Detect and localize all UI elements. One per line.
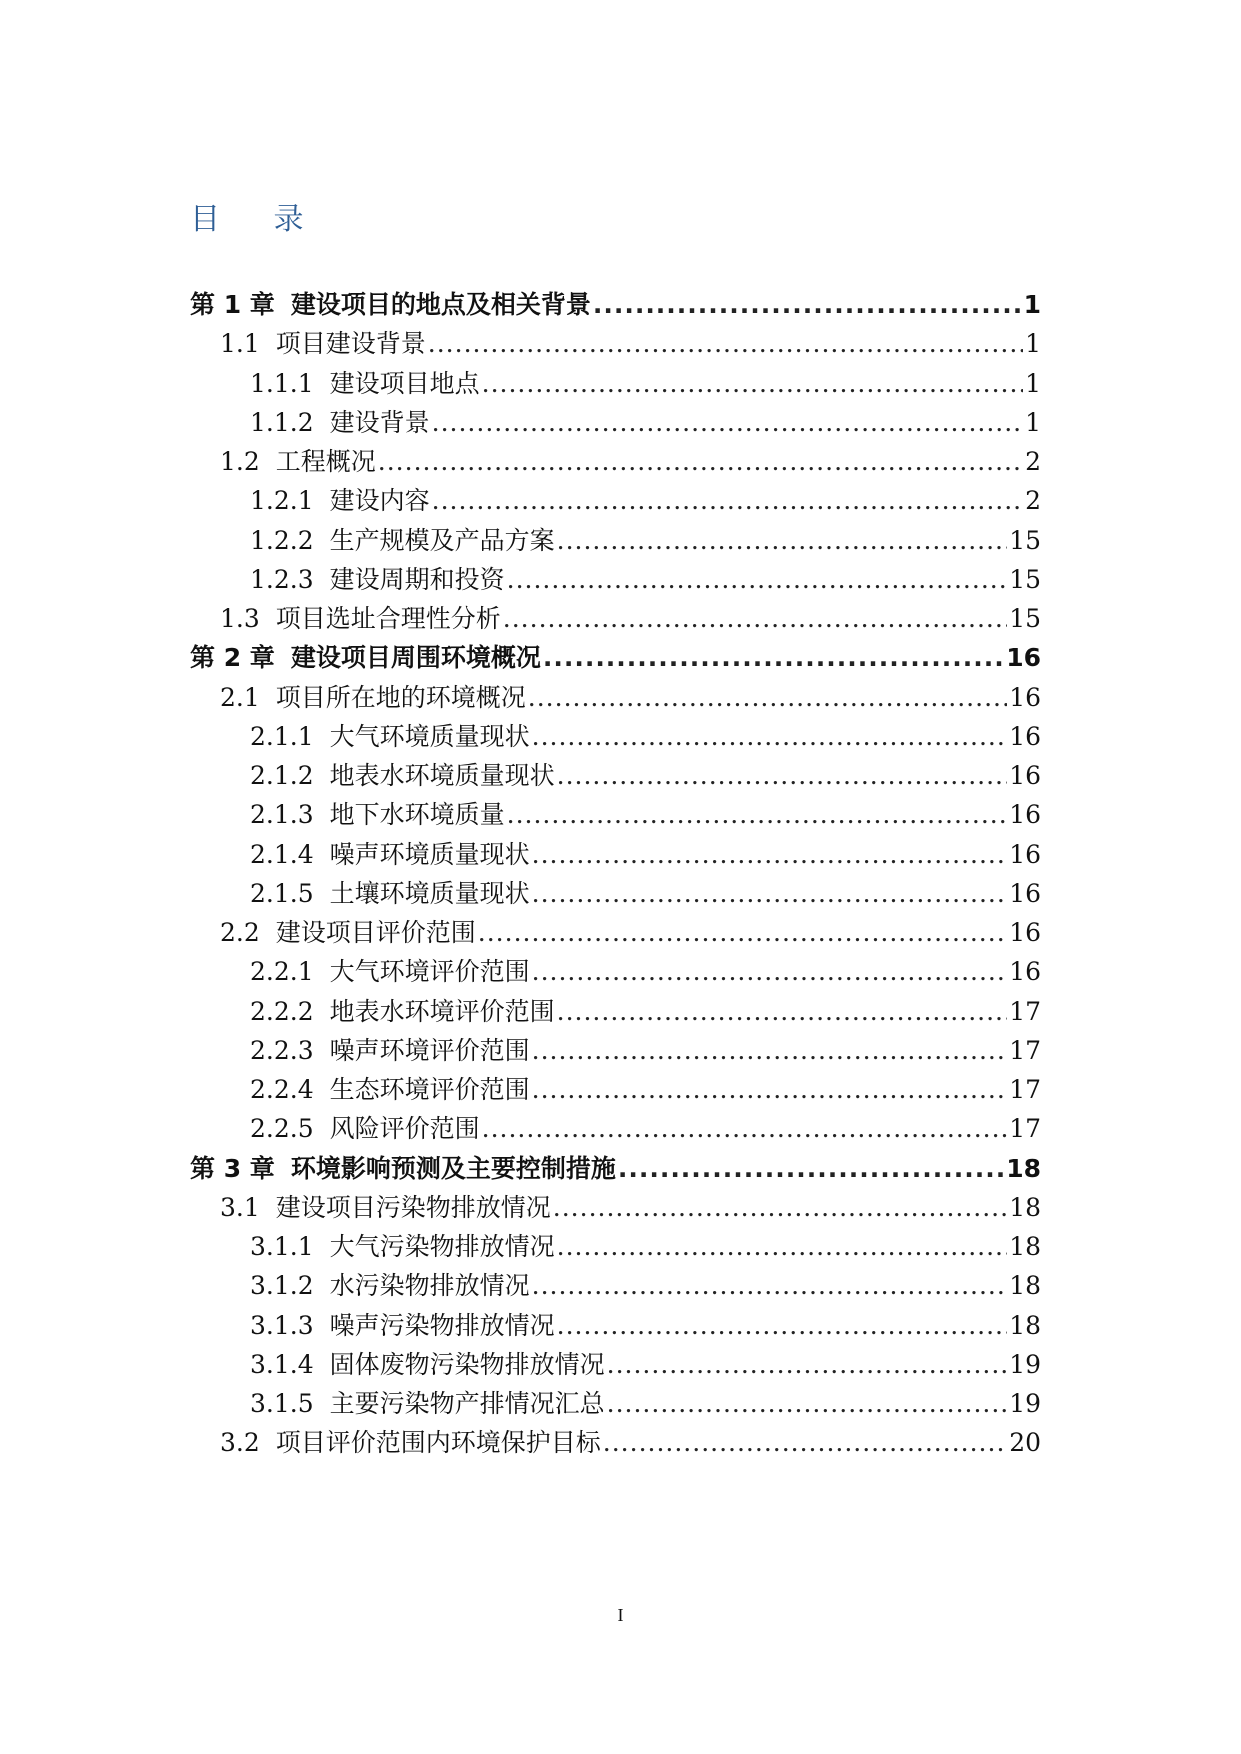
toc-entry[interactable] — [220, 1423, 1041, 1463]
toc-entry[interactable] — [250, 1031, 1041, 1071]
toc-entry-page-number: 1 — [1025, 368, 1041, 398]
toc-entry-number: 2.2.1 — [250, 957, 314, 987]
toc-entry[interactable] — [250, 795, 1041, 835]
toc-entry-number: 1.1 — [220, 329, 260, 359]
toc-entry[interactable] — [220, 442, 1041, 482]
toc-dot-leader — [428, 329, 1023, 358]
toc-entry-number: 2.1.1 — [250, 721, 314, 751]
toc-entry[interactable] — [190, 638, 1041, 678]
toc-entry-page-number: 17 — [1009, 1114, 1041, 1144]
toc-entry-page-number: 18 — [1009, 1232, 1041, 1261]
toc-entry-title: 生产规模及产品方案 — [329, 525, 555, 555]
toc-entry-page-number: 18 — [1009, 1310, 1041, 1340]
toc-dot-leader — [557, 526, 1008, 555]
toc-entry[interactable] — [250, 521, 1041, 561]
toc-entry[interactable] — [250, 1266, 1041, 1306]
toc-entry-number: 第 2 章 — [190, 643, 275, 673]
toc-entry-number: 1.2 — [220, 447, 260, 476]
toc-entry-title: 噪声环境评价范围 — [329, 1035, 530, 1065]
toc-entry-number: 1.3 — [220, 604, 260, 633]
toc-dot-leader — [432, 408, 1023, 437]
toc-entry[interactable] — [250, 992, 1041, 1032]
toc-entry-number: 第 1 章 — [190, 290, 275, 319]
toc-entry-page-number: 18 — [1006, 1153, 1041, 1183]
toc-entry-number: 3.1.1 — [250, 1232, 314, 1261]
toc-entry[interactable] — [190, 1149, 1041, 1189]
toc-dot-leader — [503, 604, 1007, 633]
toc-entry-title: 建设项目污染物排放情况 — [275, 1192, 551, 1222]
toc-entry-page-number: 18 — [1009, 1271, 1041, 1301]
toc-dot-leader — [478, 918, 1007, 947]
toc-entry-page-number: 15 — [1009, 604, 1041, 633]
toc-entry-number: 2.2 — [220, 918, 260, 947]
toc-entry-number: 2.1.3 — [250, 800, 314, 830]
toc-entry-page-number: 18 — [1009, 1192, 1041, 1222]
toc-entry[interactable] — [190, 285, 1041, 325]
toc-entry-title: 建设项目周围环境概况 — [290, 643, 541, 673]
toc-entry[interactable] — [220, 913, 1041, 953]
toc-entry[interactable] — [250, 952, 1041, 992]
toc-entry-number: 3.1.2 — [250, 1271, 314, 1301]
toc-dot-leader — [532, 1271, 1008, 1300]
toc-entry[interactable] — [250, 1306, 1041, 1346]
toc-entry-title: 环境影响预测及主要控制措施 — [290, 1153, 616, 1183]
toc-entry-page-number: 1 — [1025, 329, 1041, 359]
toc-entry[interactable] — [250, 1109, 1041, 1149]
toc-entry-page-number: 17 — [1009, 996, 1041, 1026]
toc-dot-leader — [607, 1389, 1008, 1418]
toc-entry-number: 2.2.3 — [250, 1035, 314, 1065]
toc-dot-leader — [482, 369, 1023, 398]
toc-entry[interactable] — [250, 1345, 1041, 1385]
toc-entry-number: 2.2.4 — [250, 1075, 314, 1104]
toc-entry-page-number: 16 — [1009, 721, 1041, 751]
toc-entry-number: 3.1.5 — [250, 1389, 314, 1418]
toc-entry-title: 建设背景 — [329, 407, 430, 437]
toc-entry[interactable] — [250, 717, 1041, 757]
toc-entry-title: 噪声环境质量现状 — [329, 839, 530, 869]
toc-dot-leader — [603, 1428, 1007, 1457]
toc-dot-leader — [593, 290, 1022, 319]
toc-entry[interactable] — [250, 1227, 1041, 1267]
toc-entry[interactable] — [250, 835, 1041, 875]
toc-entry-title: 大气污染物排放情况 — [329, 1232, 555, 1261]
toc-dot-leader — [528, 683, 1007, 712]
toc-entry-title: 水污染物排放情况 — [329, 1271, 530, 1301]
toc-entry-page-number: 16 — [1009, 800, 1041, 830]
toc-entry-number: 3.1.4 — [250, 1349, 314, 1379]
toc-entry-page-number: 15 — [1009, 564, 1041, 594]
toc-entry[interactable] — [220, 678, 1041, 718]
toc-dot-leader — [557, 997, 1008, 1026]
toc-entry-page-number: 17 — [1009, 1075, 1041, 1104]
toc-entry-title: 建设内容 — [329, 486, 430, 516]
toc-entry-title: 生态环境评价范围 — [329, 1075, 530, 1104]
toc-entry-number: 3.2 — [220, 1428, 260, 1458]
toc-entry-number: 1.2.1 — [250, 486, 314, 516]
toc-entry-number: 1.2.2 — [250, 525, 314, 555]
toc-entry-page-number: 20 — [1009, 1428, 1041, 1458]
toc-entry-number: 2.2.5 — [250, 1114, 314, 1144]
toc-entry-number: 3.1.3 — [250, 1310, 314, 1340]
toc-entry-title: 噪声污染物排放情况 — [329, 1310, 555, 1340]
toc-entry-number: 2.1.2 — [250, 761, 314, 790]
toc-entry-title: 风险评价范围 — [329, 1114, 480, 1144]
toc-entry[interactable] — [250, 481, 1041, 521]
toc-entry[interactable] — [250, 403, 1041, 443]
toc-entry[interactable] — [250, 1070, 1041, 1110]
toc-entry-page-number: 16 — [1009, 761, 1041, 790]
toc-entry-page-number: 16 — [1009, 957, 1041, 987]
toc-entry-title: 固体废物污染物排放情况 — [329, 1349, 605, 1379]
toc-entry-page-number: 15 — [1009, 525, 1041, 555]
toc-entry-title: 主要污染物产排情况汇总 — [329, 1389, 605, 1418]
toc-dot-leader — [532, 722, 1008, 751]
toc-entry-page-number: 19 — [1009, 1389, 1041, 1418]
toc-dot-leader — [557, 1232, 1008, 1261]
toc-entry-title: 项目所在地的环境概况 — [275, 682, 526, 712]
toc-entry-number: 2.2.2 — [250, 996, 314, 1026]
toc-entry-title: 地下水环境质量 — [329, 800, 505, 830]
toc-entry-page-number: 19 — [1009, 1349, 1041, 1379]
toc-dot-leader — [607, 1350, 1008, 1379]
toc-entry-title: 土壤环境质量现状 — [329, 878, 530, 908]
toc-dot-leader — [532, 1036, 1008, 1065]
toc-dot-leader — [532, 957, 1008, 986]
toc-dot-leader — [482, 1114, 1008, 1143]
toc-dot-leader — [507, 565, 1008, 594]
toc-dot-leader — [557, 1311, 1008, 1340]
toc-entry-title: 项目选址合理性分析 — [275, 604, 501, 633]
toc-entry-page-number: 16 — [1009, 918, 1041, 947]
toc-entry[interactable] — [250, 756, 1041, 796]
toc-entry-page-number: 1 — [1025, 407, 1041, 437]
toc-entry-title: 建设项目的地点及相关背景 — [290, 290, 591, 319]
toc-entry[interactable] — [250, 364, 1041, 404]
toc-entry-title: 建设项目地点 — [329, 368, 480, 398]
toc-entry-number: 1.2.3 — [250, 564, 314, 594]
toc-entry-page-number: 1 — [1023, 290, 1041, 319]
toc-dot-leader — [432, 486, 1023, 515]
toc-entry-number: 第 3 章 — [190, 1153, 275, 1183]
toc-dot-leader — [532, 879, 1008, 908]
toc-entry-title: 项目建设背景 — [275, 329, 426, 359]
toc-entry-number: 2.1.4 — [250, 839, 314, 869]
toc-entry[interactable] — [250, 874, 1041, 914]
toc-entry-page-number: 2 — [1025, 486, 1041, 516]
toc-entry-title: 建设周期和投资 — [329, 564, 505, 594]
toc-entry-page-number: 16 — [1006, 643, 1041, 673]
toc-dot-leader — [618, 1154, 1004, 1183]
toc-entry-title: 大气环境评价范围 — [329, 957, 530, 987]
toc-entry-page-number: 16 — [1009, 878, 1041, 908]
toc-entry[interactable] — [220, 599, 1041, 639]
toc-entry-title: 建设项目评价范围 — [275, 918, 476, 947]
page-number-footer: I — [617, 1605, 624, 1625]
toc-dot-leader — [543, 643, 1004, 672]
toc-entry-number: 2.1 — [220, 682, 260, 712]
toc-dot-leader — [557, 761, 1008, 790]
toc-entry-title: 地表水环境质量现状 — [329, 761, 555, 790]
toc-entry-page-number: 2 — [1025, 447, 1041, 476]
toc-entry-number: 2.1.5 — [250, 878, 314, 908]
toc-entry[interactable] — [250, 1384, 1041, 1424]
toc-entry-number: 1.1.2 — [250, 407, 314, 437]
toc-dot-leader — [507, 800, 1008, 829]
toc-entry-title: 项目评价范围内环境保护目标 — [275, 1428, 601, 1458]
toc-entry[interactable] — [250, 560, 1041, 600]
toc-dot-leader — [532, 840, 1008, 869]
toc-entry-page-number: 16 — [1009, 682, 1041, 712]
toc-entry-title: 工程概况 — [275, 447, 376, 476]
toc-entry-page-number: 16 — [1009, 839, 1041, 869]
toc-dot-leader — [553, 1193, 1007, 1222]
toc-entry-page-number: 17 — [1009, 1035, 1041, 1065]
toc-entry-title: 大气环境质量现状 — [329, 721, 530, 751]
toc-entry[interactable] — [220, 1188, 1041, 1228]
toc-dot-leader — [378, 447, 1023, 476]
toc-entry-title: 地表水环境评价范围 — [329, 996, 555, 1026]
toc-dot-leader — [532, 1075, 1008, 1104]
toc-title: 目 录 — [190, 202, 326, 237]
toc-entry-number: 3.1 — [220, 1192, 260, 1222]
toc-entry-number: 1.1.1 — [250, 368, 314, 398]
toc-entry[interactable] — [220, 324, 1041, 364]
